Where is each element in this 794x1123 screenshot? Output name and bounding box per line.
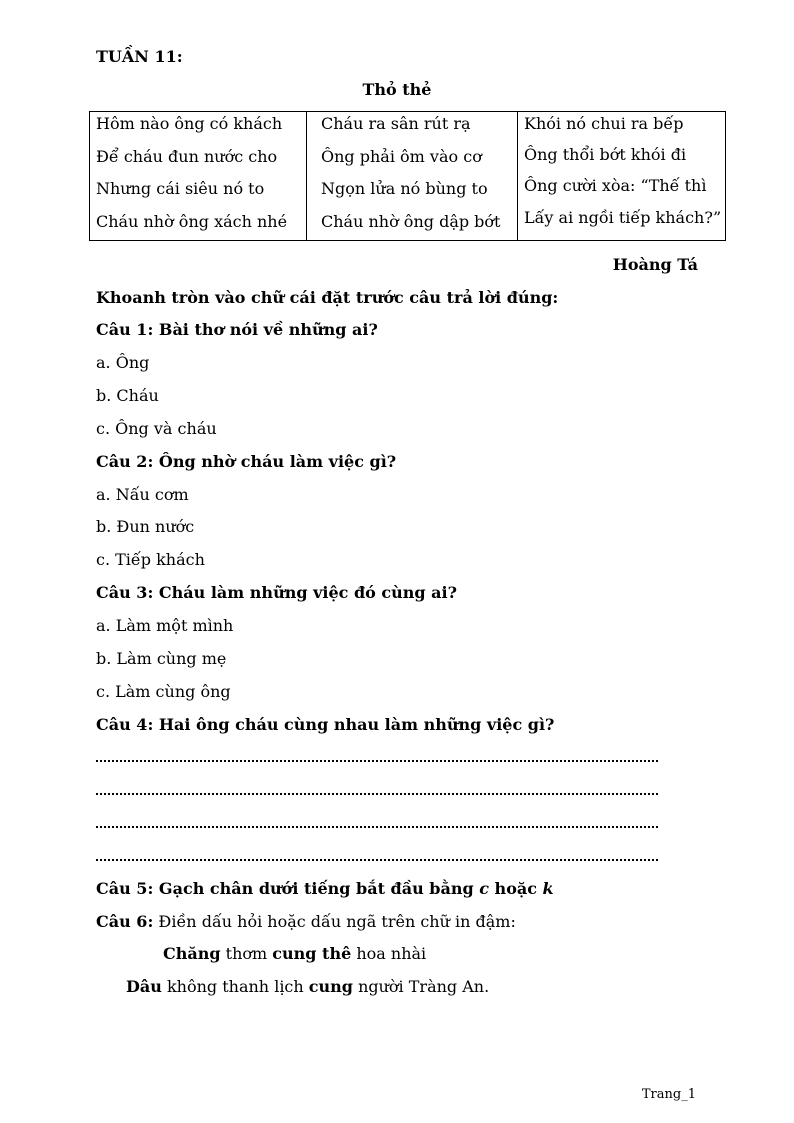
poem-line: Lấy ai ngồi tiếp khách?” — [524, 208, 722, 227]
question-1-option-b: b. Cháu — [96, 386, 159, 405]
instruction: Khoanh tròn vào chữ cái đặt trước câu trả lời đúng: — [96, 288, 559, 307]
poem-title: Thỏ thẻ — [362, 80, 432, 99]
poem-line: Hôm nào ông có khách — [96, 114, 283, 133]
bold-word: Dâu — [126, 977, 162, 996]
poem-column-3 — [518, 112, 725, 240]
question-6-text: Điền dấu hỏi hoặc dấu ngã trên chữ in đậm: — [153, 912, 516, 931]
plain-text: thơm — [220, 944, 273, 963]
poem-author: Hoàng Tá — [612, 255, 698, 274]
question-3-title: Câu 3: Cháu làm những việc đó cùng ai? — [96, 583, 457, 602]
question-2-option-b: b. Đun nước — [96, 517, 195, 536]
question-4-title: Câu 4: Hai ông cháu cùng nhau làm những việc gì? — [96, 715, 555, 734]
plain-text: người Tràng An. — [352, 977, 490, 996]
letter-k: k — [542, 879, 554, 898]
question-6-label: Câu 6: — [96, 912, 154, 931]
question-1-option-c: c. Ông và cháu — [96, 419, 217, 438]
question-6-line-2 — [126, 977, 489, 996]
letter-c: c — [479, 879, 489, 898]
poem-line: Cháu ra sân rút rạ — [321, 114, 471, 133]
poem-column-2 — [307, 112, 518, 240]
answer-line[interactable] — [96, 760, 658, 762]
poem-line: Cháu nhờ ông xách nhé — [96, 212, 288, 231]
poem-line: Khói nó chui ra bếp — [524, 114, 684, 133]
plain-text: hoa nhài — [351, 944, 427, 963]
question-5-title — [96, 879, 554, 898]
question-5-mid: hoặc — [488, 879, 543, 898]
question-1-option-a: a. Ông — [96, 353, 150, 372]
plain-text: không thanh lịch — [161, 977, 309, 996]
question-6-title — [96, 912, 516, 931]
question-3-option-a: a. Làm một mình — [96, 616, 234, 635]
poem-line: Cháu nhờ ông dập bớt — [321, 212, 501, 231]
question-5-prefix: Câu 5: Gạch chân dưới tiếng bắt đầu bằng — [96, 879, 480, 898]
answer-line[interactable] — [96, 859, 658, 861]
bold-word: cung — [308, 977, 353, 996]
question-3-option-c: c. Làm cùng ông — [96, 682, 231, 701]
poem-table — [89, 111, 726, 241]
question-2-option-c: c. Tiếp khách — [96, 550, 205, 569]
week-heading: TUẦN 11: — [96, 47, 183, 66]
poem-line: Ngọn lửa nó bùng to — [321, 179, 488, 198]
question-1-title: Câu 1: Bài thơ nói về những ai? — [96, 320, 378, 339]
poem-column-1 — [90, 112, 307, 240]
bold-word: cung thê — [272, 944, 352, 963]
poem-line: Nhưng cái siêu nó to — [96, 179, 265, 198]
question-6-line-1 — [163, 944, 426, 963]
page-number: Trang_1 — [641, 1087, 696, 1102]
poem-line: Ông thổi bớt khói đi — [524, 145, 687, 164]
bold-word: Chăng — [163, 944, 221, 963]
question-2-title: Câu 2: Ông nhờ cháu làm việc gì? — [96, 452, 397, 471]
poem-line: Ông cười xòa: “Thế thì — [524, 176, 707, 195]
poem-line: Ông phải ôm vào cơ — [321, 147, 482, 166]
question-2-option-a: a. Nấu cơm — [96, 485, 189, 504]
answer-line[interactable] — [96, 826, 658, 828]
question-3-option-b: b. Làm cùng mẹ — [96, 649, 227, 668]
answer-line[interactable] — [96, 793, 658, 795]
poem-line: Để cháu đun nước cho — [96, 147, 278, 166]
